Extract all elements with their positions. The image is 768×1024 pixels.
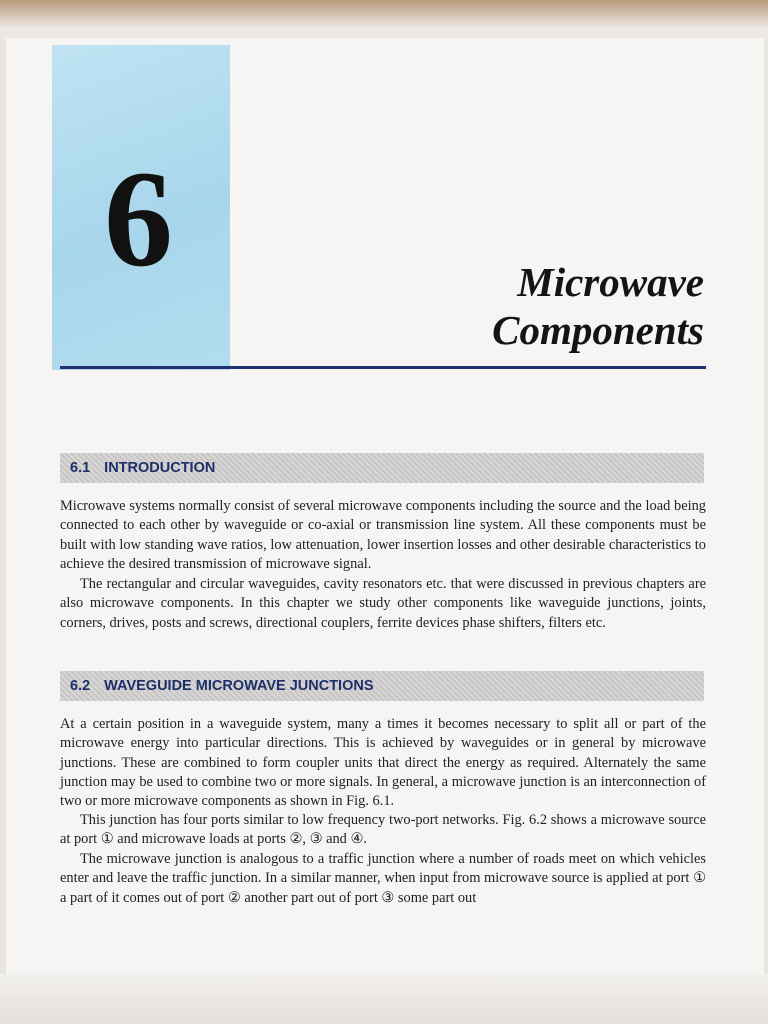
page-top-shadow (0, 0, 768, 40)
title-rule (60, 366, 706, 369)
chapter-number: 6 (104, 142, 173, 295)
chapter-title-line2: Components (492, 307, 704, 353)
section-heading-junctions (60, 671, 704, 701)
paragraph: At a certain position in a waveguide system, many a times it becomes necessary to split all or part of the microwave energy into particular directions. This is achieved by waveguides or in general by microwave junctions. These are combined to form coupler units that direct the energy as required. Alternately the same junction may be used to combine two or more signals. In general, a microwave junction is an interconnection of two or more microwave components as shown in Fig. 6.1. (60, 716, 706, 810)
chapter-title (492, 258, 704, 354)
paragraph: Microwave systems normally consist of several microwave components including the source and the load being connected to each other by waveguide or co-axial or transmission line system. All these components must be built with low standing wave ratios, low attenuation, lower insertion losses and other desirable characteristics to achieve the desired transmission of microwave signal. (60, 498, 706, 572)
section-title: INTRODUCTION (104, 460, 216, 476)
section-title: WAVEGUIDE MICROWAVE JUNCTIONS (104, 678, 374, 694)
section-number: 6.2 (70, 678, 91, 694)
paragraph: The microwave junction is analogous to a traffic junction where a number of roads meet on which vehicles enter and leave the traffic junction. In a similar manner, when input from microwave source is applied at port ① a part of it comes out of port ② another part out of port ③ some part out (60, 851, 706, 906)
section-number: 6.1 (70, 460, 91, 476)
chapter-title-line1: Microwave (517, 259, 704, 305)
paragraph: The rectangular and circular waveguides, cavity resonators etc. that were discussed in previous chapters are also microwave components. In this chapter we study other components like waveguide junctions, joints, corners, drives, posts and screws, directional couplers, ferrite devices phase shifters, filters etc. (60, 576, 706, 631)
section-heading-intro (60, 453, 704, 483)
paragraph: This junction has four ports similar to low frequency two-port networks. Fig. 6.2 shows a microwave source at port ① and microwave loads at ports ②, ③ and ④. (60, 812, 706, 848)
page-bottom-shadow (0, 974, 768, 1024)
